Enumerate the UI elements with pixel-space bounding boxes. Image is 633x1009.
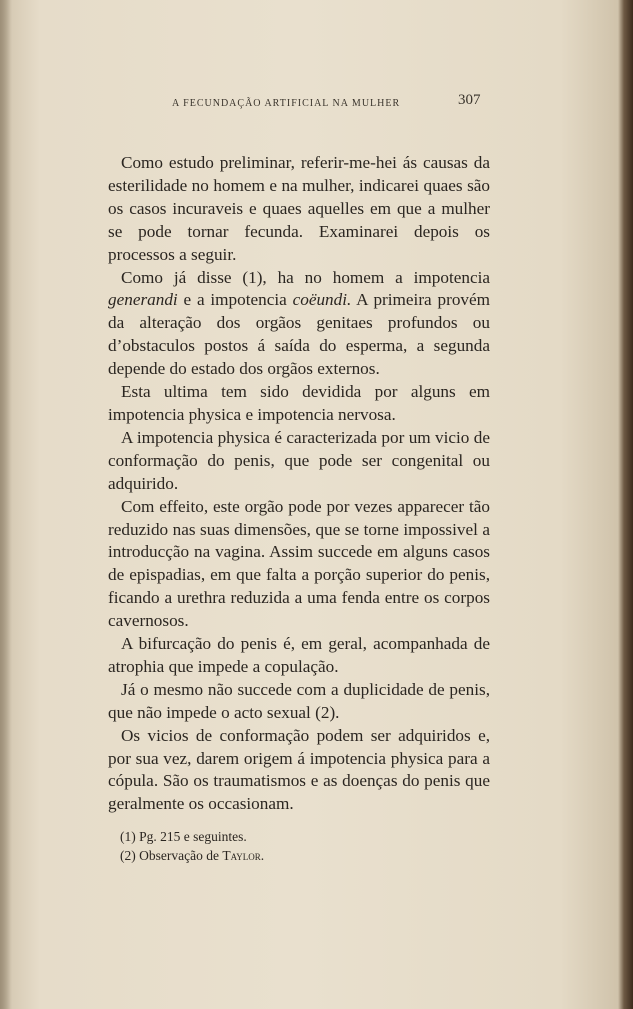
page-gutter-shadow <box>0 0 12 1009</box>
footnote-text: (2) Observação de <box>120 847 223 863</box>
latin-term: coëundi. <box>292 290 352 310</box>
paragraph: Com effeito, este orgão pode por vezes apparecer tão reduzido nas suas dimensões, que se torne impossivel a introducção na vagina. Assim succede em alguns casos de epispadias, em que falta a porção superior do penis, ficando a urethra reduzida a uma fenda entre os corpos cavernosos. <box>108 496 490 631</box>
text-run: A primeira provém da alteração dos orgãos genitaes profundos ou d’obstaculos postos á saída do esperma, a segunda depende do estado dos orgãos externos. <box>108 290 490 379</box>
latin-term: generandi <box>108 290 178 310</box>
paragraph: Os vicios de conformação podem ser adquiridos e, por sua vez, darem origem á impotencia physica para a cópula. São os traumatismos e as doenças do penis que geralmente os occasionam. <box>108 725 490 814</box>
paragraph: A bifurcação do penis é, em geral, acompanhada de atrophia que impede a copulação. <box>108 634 490 676</box>
paragraph: Já o mesmo não succede com a duplicidade de penis, que não impede o acto sexual (2). <box>108 679 490 722</box>
paragraph: Esta ultima tem sido devidida por alguns em impotencia physica e impotencia nervosa. <box>108 382 490 424</box>
footnote-1: (1) Pg. 215 e seguintes. <box>120 829 247 844</box>
paragraph: A impotencia physica é caracterizada por um vicio de conformação do penis, que pode ser congenital ou adquirido. <box>108 427 490 493</box>
paragraph: Como estudo preliminar, referir-me-hei ás causas da esterilidade no homem e na mulher, indicarei quaes são os casos incuraveis e quaes aquelles em que a mulher se pode tornar fecunda. Examinarei depois os processos a seguir. <box>108 153 490 264</box>
text-run: Como já disse (1), ha no homem a impotencia <box>121 267 490 287</box>
footnote-2 <box>120 847 480 866</box>
cited-author: Taylor. <box>222 847 265 863</box>
body-text <box>108 152 490 816</box>
paragraph <box>108 267 490 382</box>
text-run: e a impotencia <box>177 290 293 310</box>
page-header <box>118 92 518 116</box>
footnotes <box>120 828 480 865</box>
running-head: A FECUNDAÇÃO ARTIFICIAL NA MULHER <box>172 98 401 109</box>
page-number: 307 <box>458 92 481 108</box>
